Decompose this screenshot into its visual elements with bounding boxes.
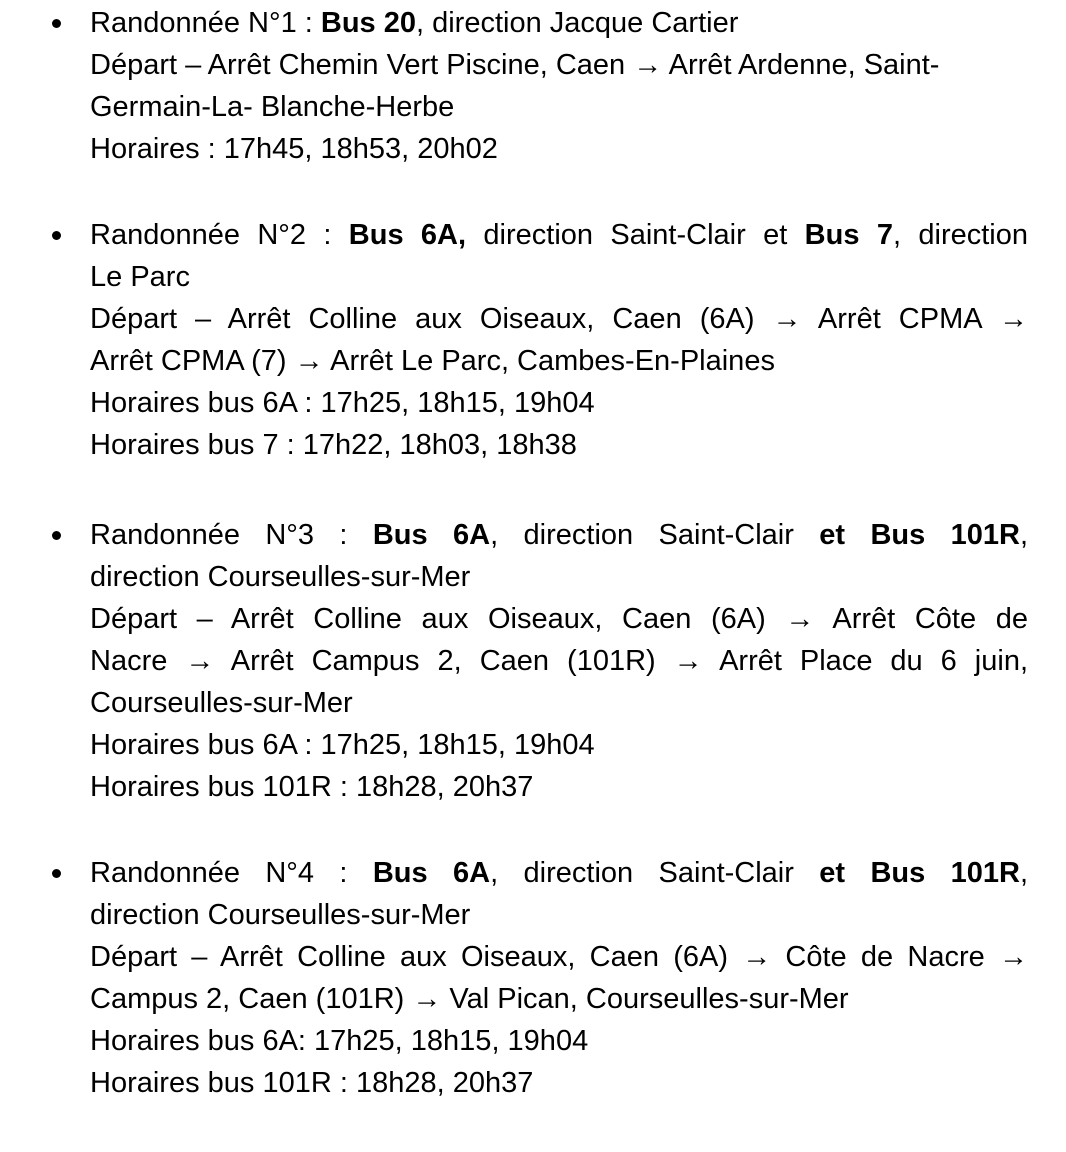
departure-line: Départ – Arrêt Colline aux Oiseaux, Caen (6A) → Arrêt CPMA →: [90, 303, 1028, 335]
bullet-icon: [52, 19, 61, 28]
hike-title-continued: Le Parc: [90, 261, 190, 293]
bullet-icon: [52, 869, 61, 878]
departure-line: Arrêt CPMA (7) → Arrêt Le Parc, Cambes-En-Plaines: [90, 345, 775, 377]
bus-name: Bus 6A,: [348, 219, 467, 251]
bus-direction: direction Saint-Clair et: [466, 219, 805, 251]
departure-line: Départ – Arrêt Colline aux Oiseaux, Caen (6A) → Arrêt Côte de: [90, 603, 1028, 635]
bus-direction: , direction Saint-Clair: [490, 857, 820, 889]
hike-title: [90, 2, 1028, 44]
list-item: [90, 514, 1028, 808]
bus-direction: , direction: [892, 219, 1028, 251]
bullet-icon: [52, 231, 61, 240]
schedule-line: Horaires bus 101R : 18h28, 20h37: [90, 1067, 534, 1099]
bus-name: Bus 6A: [372, 519, 491, 551]
hike-title-continued: direction Courseulles-sur-Mer: [90, 561, 471, 593]
bus-name: et Bus 101R: [819, 519, 1020, 551]
hike-title-continued: direction Courseulles-sur-Mer: [90, 899, 471, 931]
list-item: [90, 2, 1028, 170]
departure-line: Courseulles-sur-Mer: [90, 687, 353, 719]
bus-direction: , direction Saint-Clair: [490, 519, 820, 551]
schedule-line: Horaires bus 6A: 17h25, 18h15, 19h04: [90, 1025, 589, 1057]
schedule-line: Horaires bus 101R : 18h28, 20h37: [90, 771, 534, 803]
departure-line: Départ – Arrêt Colline aux Oiseaux, Caen (6A) → Côte de Nacre →: [90, 941, 1028, 973]
schedule-line: Horaires : 17h45, 18h53, 20h02: [90, 133, 498, 165]
departure-line: Nacre → Arrêt Campus 2, Caen (101R) → Arrêt Place du 6 juin,: [90, 645, 1028, 677]
bus-direction: ,: [1019, 857, 1029, 889]
hike-number: Randonnée N°2 :: [90, 219, 349, 251]
hike-title: [90, 214, 1028, 256]
departure-line: Campus 2, Caen (101R) → Val Pican, Courseulles-sur-Mer: [90, 983, 849, 1015]
list-item: [90, 214, 1028, 466]
hike-number: Randonnée N°1 :: [90, 7, 321, 39]
schedule-line: Horaires bus 7 : 17h22, 18h03, 18h38: [90, 429, 577, 461]
list-item: [90, 852, 1028, 1104]
bus-name: Bus 7: [804, 219, 893, 251]
hike-title: [90, 514, 1028, 556]
hike-number: Randonnée N°4 :: [90, 857, 373, 889]
bus-direction: , direction Jacque Cartier: [415, 7, 739, 39]
departure-line: Départ – Arrêt Chemin Vert Piscine, Caen → Arrêt Ardenne, Saint-: [90, 49, 940, 81]
bus-name: Bus 20: [320, 7, 416, 39]
departure-line: Germain-La- Blanche-Herbe: [90, 91, 455, 123]
bullet-icon: [52, 531, 61, 540]
hike-title: [90, 852, 1028, 894]
schedule-line: Horaires bus 6A : 17h25, 18h15, 19h04: [90, 729, 595, 761]
hike-number: Randonnée N°3 :: [90, 519, 373, 551]
schedule-line: Horaires bus 6A : 17h25, 18h15, 19h04: [90, 387, 595, 419]
bus-direction: ,: [1019, 519, 1029, 551]
bus-name: Bus 6A: [372, 857, 491, 889]
bus-name: et Bus 101R: [819, 857, 1020, 889]
